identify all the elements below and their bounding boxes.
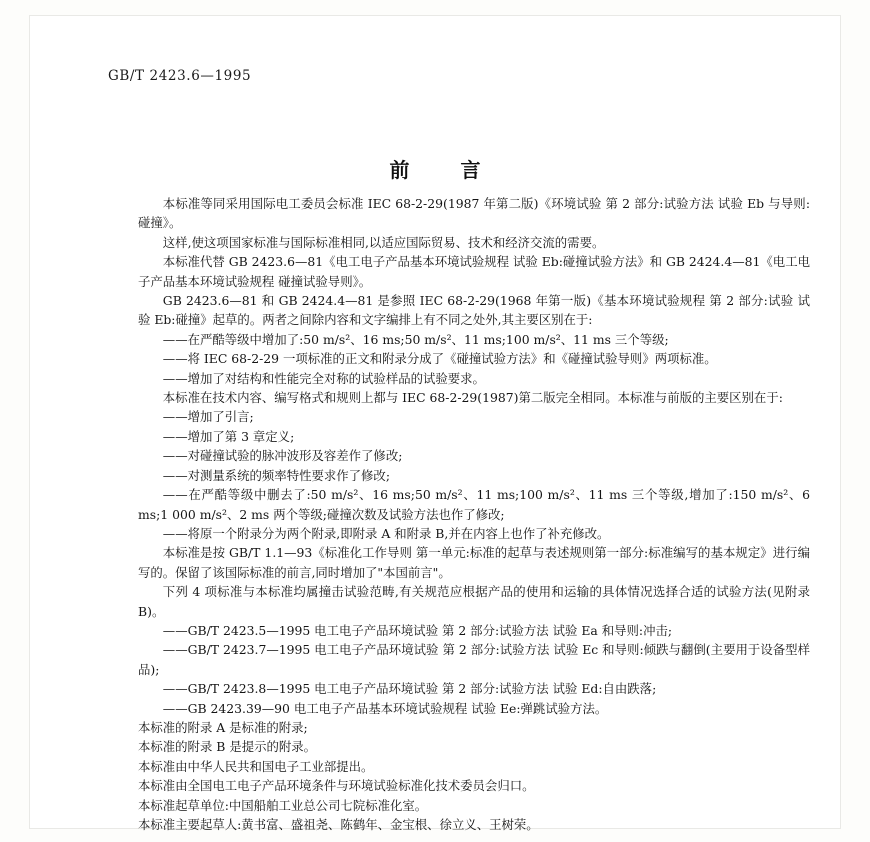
paragraph: 本标准由中华人民共和国电子工业部提出。 [138, 758, 374, 774]
paragraph: 本标准等同采用国际电工委员会标准 IEC 68-2-29(1987 年第二版)《环境试验 第 2 部分:试验方法 试验 Eb 与导则:碰撞》。 [138, 196, 810, 231]
paragraph: 本标准起草单位:中国船舶工业总公司七院标准化室。 [138, 797, 428, 813]
paragraph: ——增加了引言; [162, 409, 254, 425]
standard-number: GB/T 2423.6—1995 [108, 68, 252, 84]
paragraph: 本标准的附录 A 是标准的附录; [138, 719, 308, 735]
paragraph: 本标准由全国电工电子产品环境条件与环境试验标准化技术委员会归口。 [138, 778, 535, 794]
paragraph: ——对碰撞试验的脉冲波形及容差作了修改; [162, 448, 403, 464]
paragraph: ——将原一个附录分为两个附录,即附录 A 和附录 B,并在内容上也作了补充修改。 [162, 525, 610, 541]
paragraph: ——增加了对结构和性能完全对称的试验样品的试验要求。 [162, 370, 485, 386]
paragraph: ——GB/T 2423.8—1995 电工电子产品环境试验 第 2 部分:试验方法 试验 Ed:自由跌落; [162, 681, 657, 697]
paragraph: 本标准的附录 B 是提示的附录。 [138, 739, 317, 755]
page-title: 前 言 [389, 158, 503, 182]
paragraph: ——对测量系统的频率特性要求作了修改; [162, 467, 391, 483]
paragraph: ——GB/T 2423.7—1995 电工电子产品环境试验 第 2 部分:试验方法 试验 Ec 和导则:倾跌与翻倒(主要用于设备型样品); [138, 642, 810, 677]
paragraph: GB 2423.6—81 和 GB 2424.4—81 是参照 IEC 68-2-29(1968 年第一版)《基本环境试验规程 第 2 部分:试验 试验 Eb:碰撞》起草的。两者之间除内容和文字编排上有不同之处外,其主要区别在于: [138, 293, 810, 328]
paragraph: 本标准代替 GB 2423.6—81《电工电子产品基本环境试验规程 试验 Eb:碰撞试验方法》和 GB 2424.4—81《电工电子产品基本环境试验规程 碰撞试验导则》。 [138, 254, 810, 289]
paragraph: 本标准主要起草人:黄书富、盛祖尧、陈鹤年、金宝根、徐立义、王树荣。 [138, 817, 539, 832]
paragraph: ——GB/T 2423.5—1995 电工电子产品环境试验 第 2 部分:试验方法 试验 Ea 和导则:冲击; [162, 622, 673, 638]
paragraph: ——在严酷等级中删去了:50 m/s²、16 ms;50 m/s²、11 ms;100 m/s²、11 ms 三个等级,增加了:150 m/s²、6 ms;1 000 m/s²、2 ms 两个等级;碰撞次数及试验方法也作了修改; [138, 487, 810, 522]
paragraph: 下列 4 项标准与本标准均属撞击试验范畴,有关规范应根据产品的使用和运输的具体情况选择合适的试验方法(见附录 B)。 [138, 584, 810, 619]
paragraph: ——将 IEC 68-2-29 一项标准的正文和附录分成了《碰撞试验方法》和《碰撞试验导则》两项标准。 [162, 351, 717, 367]
paragraph: 这样,使这项国家标准与国际标准相同,以适应国际贸易、技术和经济交流的需要。 [162, 234, 605, 250]
paragraph: ——GB 2423.39—90 电工电子产品基本环境试验规程 试验 Ee:弹跳试验方法。 [162, 700, 608, 716]
paragraph: 本标准在技术内容、编写格式和规则上都与 IEC 68-2-29(1987)第二版完全相同。本标准与前版的主要区别在于: [162, 390, 783, 406]
paragraph: 本标准是按 GB/T 1.1—93《标准化工作导则 第一单元:标准的起草与表述规则第一部分:标准编写的基本规定》进行编写的。保留了该国际标准的前言,同时增加了"本国前言"。 [138, 545, 810, 580]
page-sheet [30, 16, 840, 832]
paragraph: ——在严酷等级中增加了:50 m/s²、16 ms;50 m/s²、11 ms;100 m/s²、11 ms 三个等级; [162, 331, 669, 347]
foreword-body [138, 194, 810, 834]
paragraph: ——增加了第 3 章定义; [162, 428, 295, 444]
